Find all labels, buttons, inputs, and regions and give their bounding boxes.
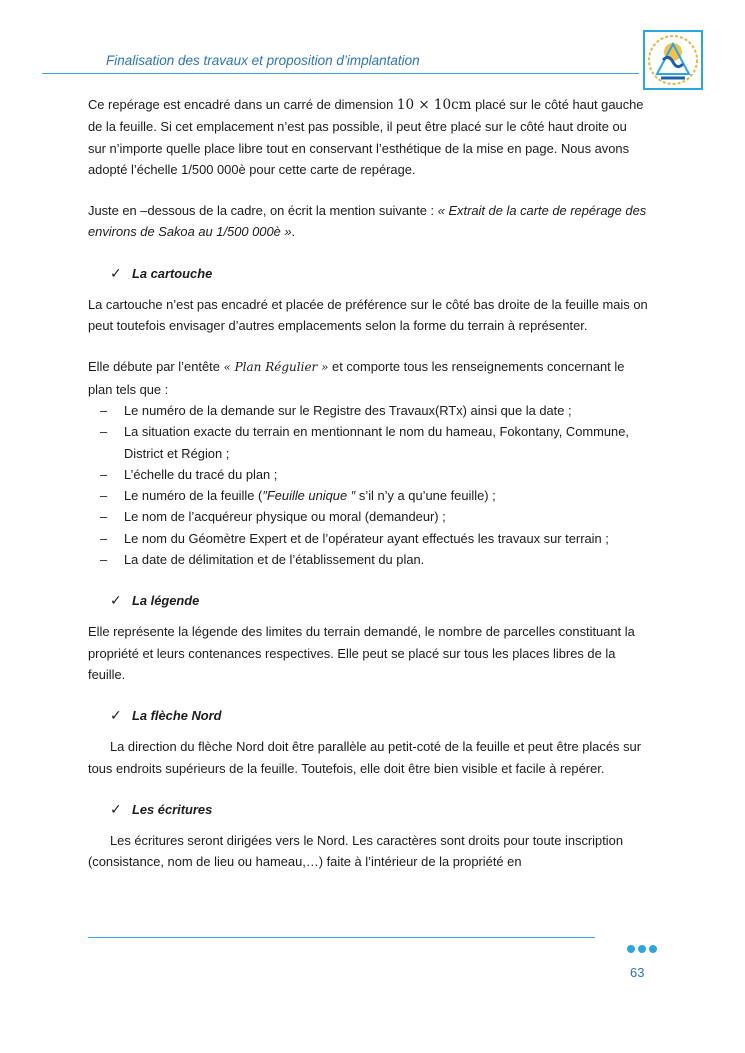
section-heading-cartouche: ✓ La cartouche (88, 263, 648, 284)
list-item: – Le numéro de la feuille (″Feuille unique ″ s’il n’y a qu’une feuille) ; (100, 488, 496, 504)
page-body (88, 94, 648, 872)
page-number: 63 (630, 965, 645, 980)
checkmark-icon: ✓ (110, 707, 122, 724)
list-item: – Le numéro de la demande sur le Registre des Travaux(RTx) ainsi que la date ; (100, 402, 572, 418)
list-item: – La situation exacte du terrain en mentionnant le nom du hameau, Fokontany, Commune, District et Région ; (100, 424, 629, 461)
institution-logo-icon (643, 30, 703, 90)
footer-divider (88, 937, 595, 938)
list-item: – La date de délimitation et de l’établissement du plan. (100, 552, 425, 568)
section-heading-legende: ✓ La légende (88, 590, 648, 611)
checkmark-icon: ✓ (110, 800, 122, 817)
running-header: Finalisation des travaux et proposition d’implantation (106, 53, 420, 68)
paragraph-cartouche: La cartouche n’est pas encadré et placée de préférence sur le côté bas droite de la feuille mais on peut toutefois envisager d’autres emplacements selon la forme du terrain à représenter. (88, 296, 648, 334)
mention-quote: « Extrait de la carte de repérage des environs de Sakoa au 1/500 000è » (88, 203, 647, 240)
paragraph-reperage: Ce repérage est encadré dans un carré de dimension 10 × 10cm placé sur le côté haut gauche de la feuille. Si cet emplacement n’est pas possible, il peut être placé sur le côté haut droite ou sur n’importe quelle place libre tout en conservant l’esthétique de la mise en page. Nous avons adopté l’échelle 1/500 000è pour cette carte de repérage. (88, 97, 644, 177)
paragraph-ecritures: Les écritures seront dirigées vers le Nord. Les caractères sont droits pour toute inscription (consistance, nom de lieu ou hameau,…) faite à l’intérieur de la propriété en (88, 832, 624, 870)
checkmark-icon: ✓ (110, 592, 122, 609)
list-item: – Le nom de l’acquéreur physique ou moral (demandeur) ; (100, 509, 446, 525)
list-item: – L’échelle du tracé du plan ; (100, 466, 278, 482)
paragraph-legende: Elle représente la légende des limites du terrain demandé, le nombre de parcelles constituant la propriété et leurs contenances respectives. Elle peut se placé sur tous les places libres de la feuille. (88, 624, 635, 682)
dimension-formula: 10 × 10cm (396, 97, 472, 113)
header-divider (42, 73, 639, 74)
paragraph-entete: Elle débute par l’entête « Plan Régulier » et comporte tous les renseignements concernant le plan tels que : (88, 359, 625, 397)
footer-dots-icon (627, 945, 657, 953)
list-item: – Le nom du Géomètre Expert et de l’opérateur ayant effectués les travaux sur terrain ; (100, 530, 609, 546)
section-heading-fleche-nord: ✓ La flèche Nord (88, 705, 648, 726)
paragraph-mention: Juste en –dessous de la cadre, on écrit la mention suivante : « Extrait de la carte de repérage des environs de Sakoa au 1/500 000è ». (88, 203, 647, 240)
paragraph-fleche-nord: La direction du flèche Nord doit être parallèle au petit-coté de la feuille et peut être placés sur tous endroits supérieurs de la feuille. Toutefois, elle doit être bien visible et facile à repérer. (88, 739, 641, 776)
section-heading-ecritures: ✓ Les écritures (88, 799, 648, 820)
plan-regulier-label: « Plan Régulier » (223, 360, 329, 375)
cartouche-info-list (88, 400, 648, 570)
checkmark-icon: ✓ (110, 264, 122, 281)
